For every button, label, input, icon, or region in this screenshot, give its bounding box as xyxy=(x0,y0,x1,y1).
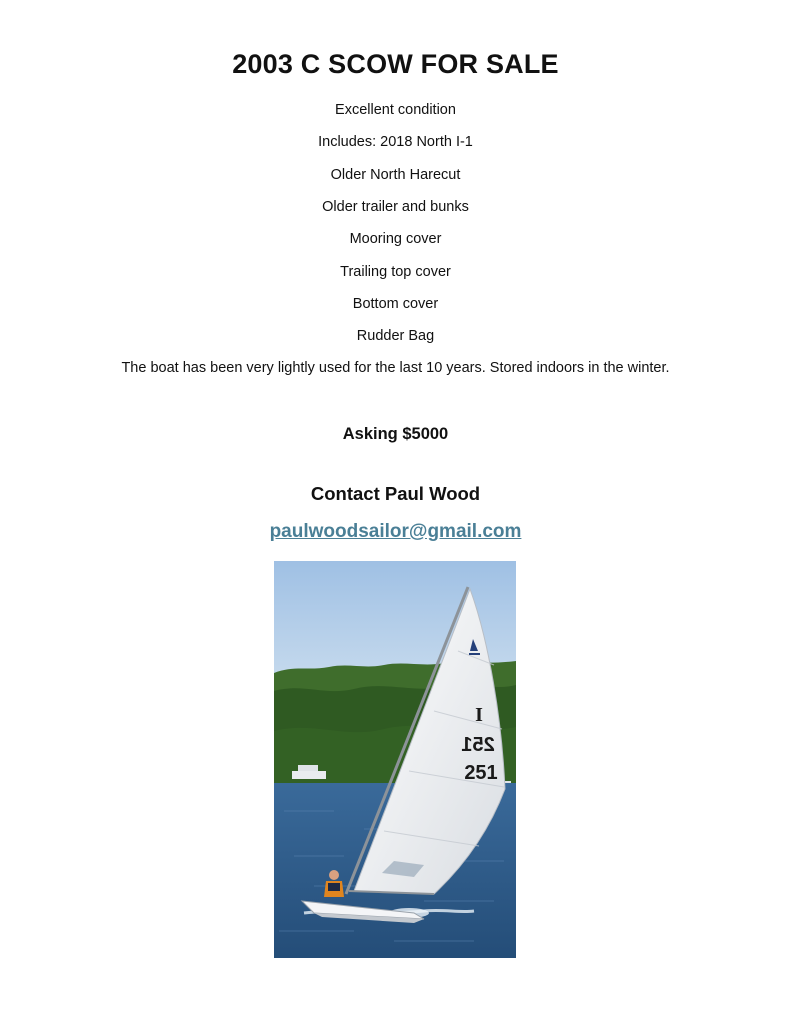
detail-line: Mooring cover xyxy=(349,231,442,247)
detail-line: Trailing top cover xyxy=(340,264,451,280)
detail-line: Bottom cover xyxy=(352,296,439,312)
email-link[interactable]: paulwoodsailor@gmail.com xyxy=(269,521,522,542)
asking-price: Asking $5000 xyxy=(342,425,449,443)
sail-number: 251 xyxy=(464,762,498,784)
detail-line: Older trailer and bunks xyxy=(322,199,469,215)
detail-line: Rudder Bag xyxy=(356,328,435,344)
usage-note: The boat has been very lightly used for the last 10 years. Stored indoors in the winter. xyxy=(121,360,670,376)
contact-heading: Contact Paul Wood xyxy=(310,483,481,504)
detail-line: Excellent condition xyxy=(335,102,456,118)
page-title: 2003 C SCOW FOR SALE xyxy=(232,49,559,79)
detail-line: Older North Harecut xyxy=(330,167,461,183)
email-line xyxy=(0,521,791,543)
sailor xyxy=(329,870,339,880)
sail-letter: I xyxy=(475,704,483,726)
detail-line: Includes: 2018 North I-1 xyxy=(318,134,473,150)
sail-number-mirrored: 251 xyxy=(461,734,495,756)
sailboat-photo xyxy=(274,561,516,958)
